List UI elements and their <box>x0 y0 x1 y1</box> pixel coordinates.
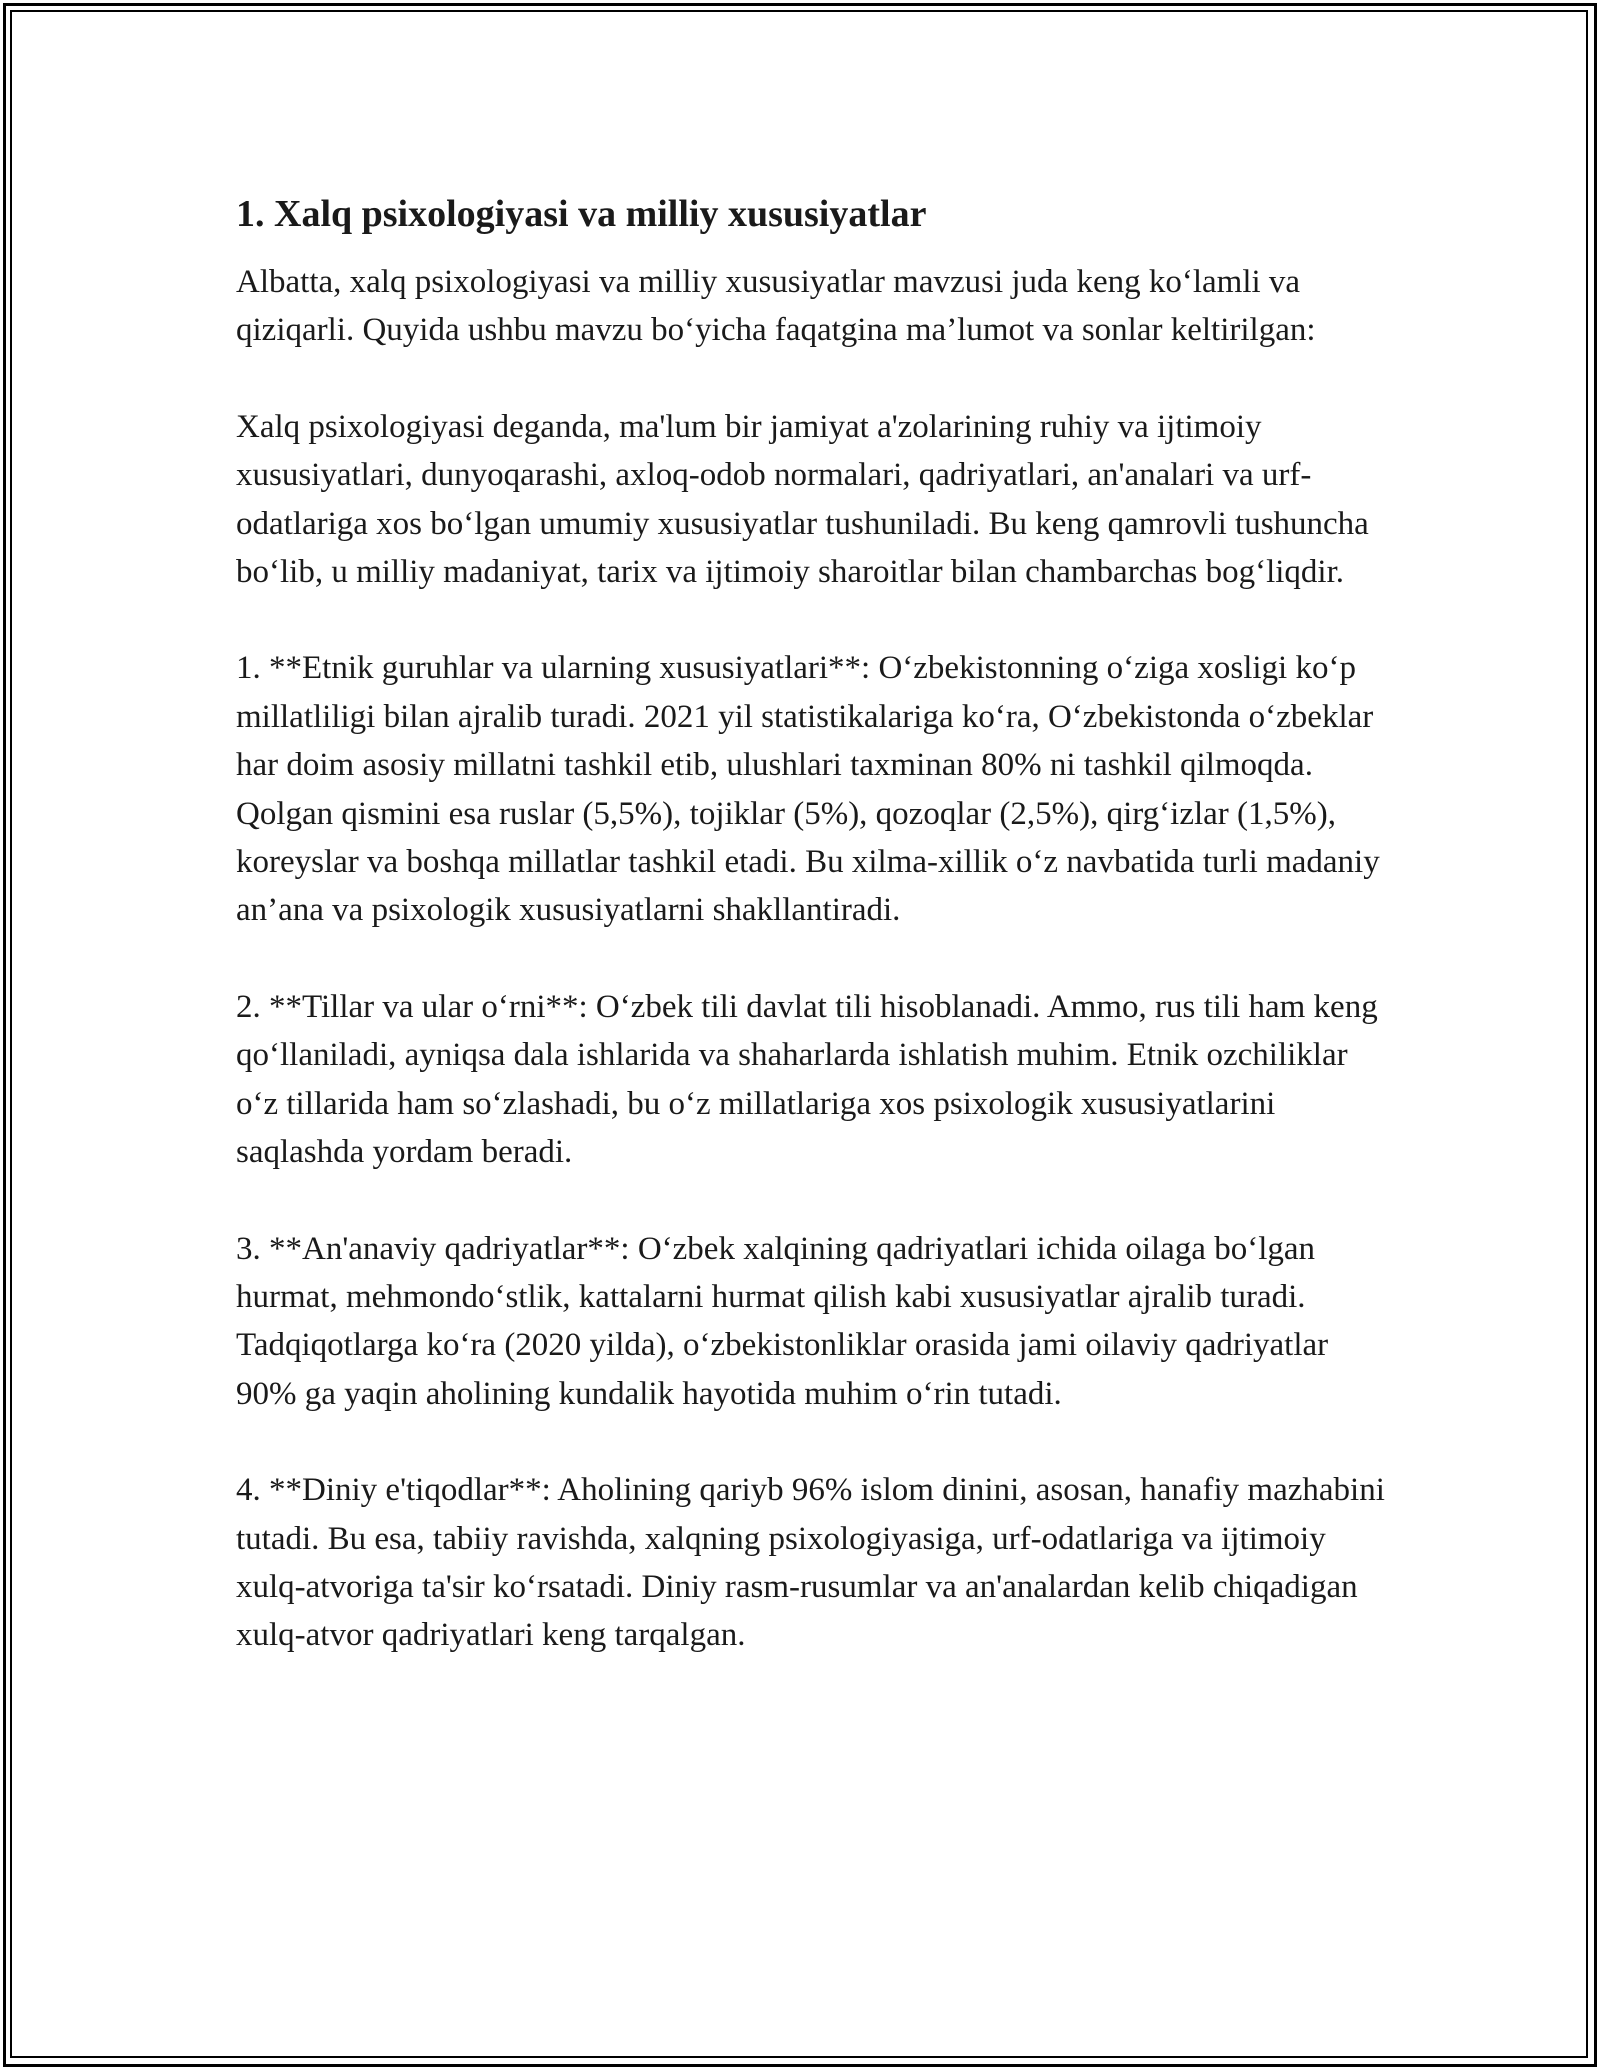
definition-paragraph: Xalq psixologiyasi deganda, ma'lum bir jamiyat a'zolarining ruhiy va ijtimoiy xususiyatlari, dunyoqarashi, axloq-odob normalari, qadriyatlari, an'analari va urf-odatlariga xos bo‘lgan umumiy xususiyatlar tushuniladi. Bu keng qamrovli tushuncha bo‘lib, u milliy madaniyat, tarix va ijtimoiy sharoitlar bilan chambarchas bog‘liqdir. <box>236 408 1369 591</box>
religious-beliefs-paragraph: 4. **Diniy e'tiqodlar**: Aholining qariyb 96% islom dinini, asosan, hanafiy mazhabini tutadi. Bu esa, tabiiy ravishda, xalqning psixologiyasiga, urf-odatlariga va ijtimoiy xulq-atvoriga ta'sir ko‘rsatadi. Diniy rasm-rusumlar va an'analardan kelib chiqadigan xulq-atvor qadriyatlari keng tarqalgan. <box>236 1472 1385 1654</box>
traditional-values-paragraph: 3. **An'anaviy qadriyatlar**: O‘zbek xalqining qadriyatlari ichida oilaga bo‘lgan hurmat, mehmondo‘stlik, kattalarni hurmat qilish kabi xususiyatlar ajralib turadi. Tadqiqotlarga ko‘ra (2020 yilda), o‘zbekistonliklar orasida jami oilaviy qadriyatlar 90% ga yaqin aholining kundalik hayotida muhim o‘rin tutadi. <box>236 1230 1329 1412</box>
section-heading: 1. Xalq psixologiyasi va milliy xususiyatlar <box>236 193 927 235</box>
document-body <box>236 188 1386 1708</box>
intro-paragraph: Albatta, xalq psixologiyasi va milliy xususiyatlar mavzusi juda keng ko‘lamli va qiziqarli. Quyida ushbu mavzu bo‘yicha faqatgina ma’lumot va sonlar keltirilgan: <box>236 264 1316 349</box>
languages-paragraph: 2. **Tillar va ular o‘rni**: O‘zbek tili davlat tili hisoblanadi. Ammo, rus tili ham keng qo‘llaniladi, ayniqsa dala ishlarida va shaharlarda ishlatish muhim. Etnik ozchiliklar o‘z tillarida ham so‘zlashadi, bu o‘z millatlariga xos psixologik xususiyatlarini saqlashda yordam beradi. <box>236 988 1378 1171</box>
ethnic-groups-paragraph: 1. **Etnik guruhlar va ularning xususiyatlari**: O‘zbekistonning o‘ziga xosligi ko‘p millatliligi bilan ajralib turadi. 2021 yil statistikalariga ko‘ra, O‘zbekistonda o‘zbeklar har doim asosiy millatni tashkil etib, ulushlari taxminan 80% ni tashkil qilmoqda. Qolgan qismini esa ruslar (5,5%), tojiklar (5%), qozoqlar (2,5%), qirg‘izlar (1,5%), koreyslar va boshqa millatlar tashkil etadi. Bu xilma-xillik o‘z navbatida turli madaniy an’ana va psixologik xususiyatlarni shakllantiradi. <box>236 650 1380 929</box>
